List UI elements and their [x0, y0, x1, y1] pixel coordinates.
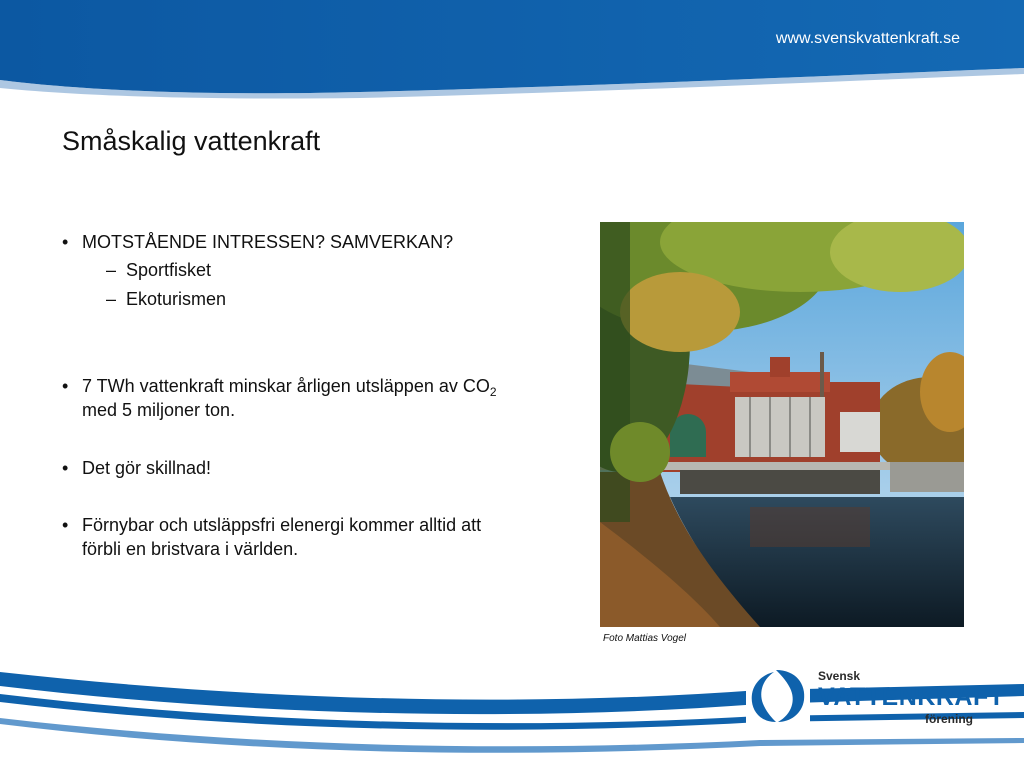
header-wave-band — [0, 0, 1024, 100]
slide-title: Småskalig vattenkraft — [62, 126, 321, 156]
water-drop-logo-icon — [746, 664, 810, 728]
site-url-link[interactable]: www.svenskvattenkraft.se — [775, 30, 960, 47]
logo-text-main: VATTENKRAFT — [818, 683, 1005, 711]
bullet-item: • MOTSTÅENDE INTRESSEN? SAMVERKAN? — [62, 230, 562, 254]
logo-text-small: Svensk — [818, 669, 861, 683]
bullet-text: 7 TWh vattenkraft minskar årligen utsläppen av CO — [82, 376, 490, 396]
bullet-text: förbli en bristvara i världen. — [82, 539, 299, 559]
sub-bullet-item: – Sportfisket — [62, 258, 562, 282]
bullet-item — [62, 513, 562, 561]
sub-bullet-item: – Ekoturismen — [62, 287, 562, 311]
bullet-item: • Det gör skillnad! — [62, 456, 562, 480]
photo-caption: Foto Mattias Vogel — [603, 633, 687, 644]
bullet-text: med 5 miljoner ton. — [82, 400, 236, 420]
subscript-text: 2 — [489, 385, 497, 399]
bullet-list — [62, 230, 562, 561]
logo-text-sub: förening — [925, 712, 973, 726]
hydropower-station-photo — [600, 222, 964, 627]
bullet-text: Förnybar och utsläppsfri elenergi kommer alltid att — [82, 515, 482, 535]
footer-wave-band — [0, 660, 1024, 768]
bullet-item — [62, 374, 562, 422]
